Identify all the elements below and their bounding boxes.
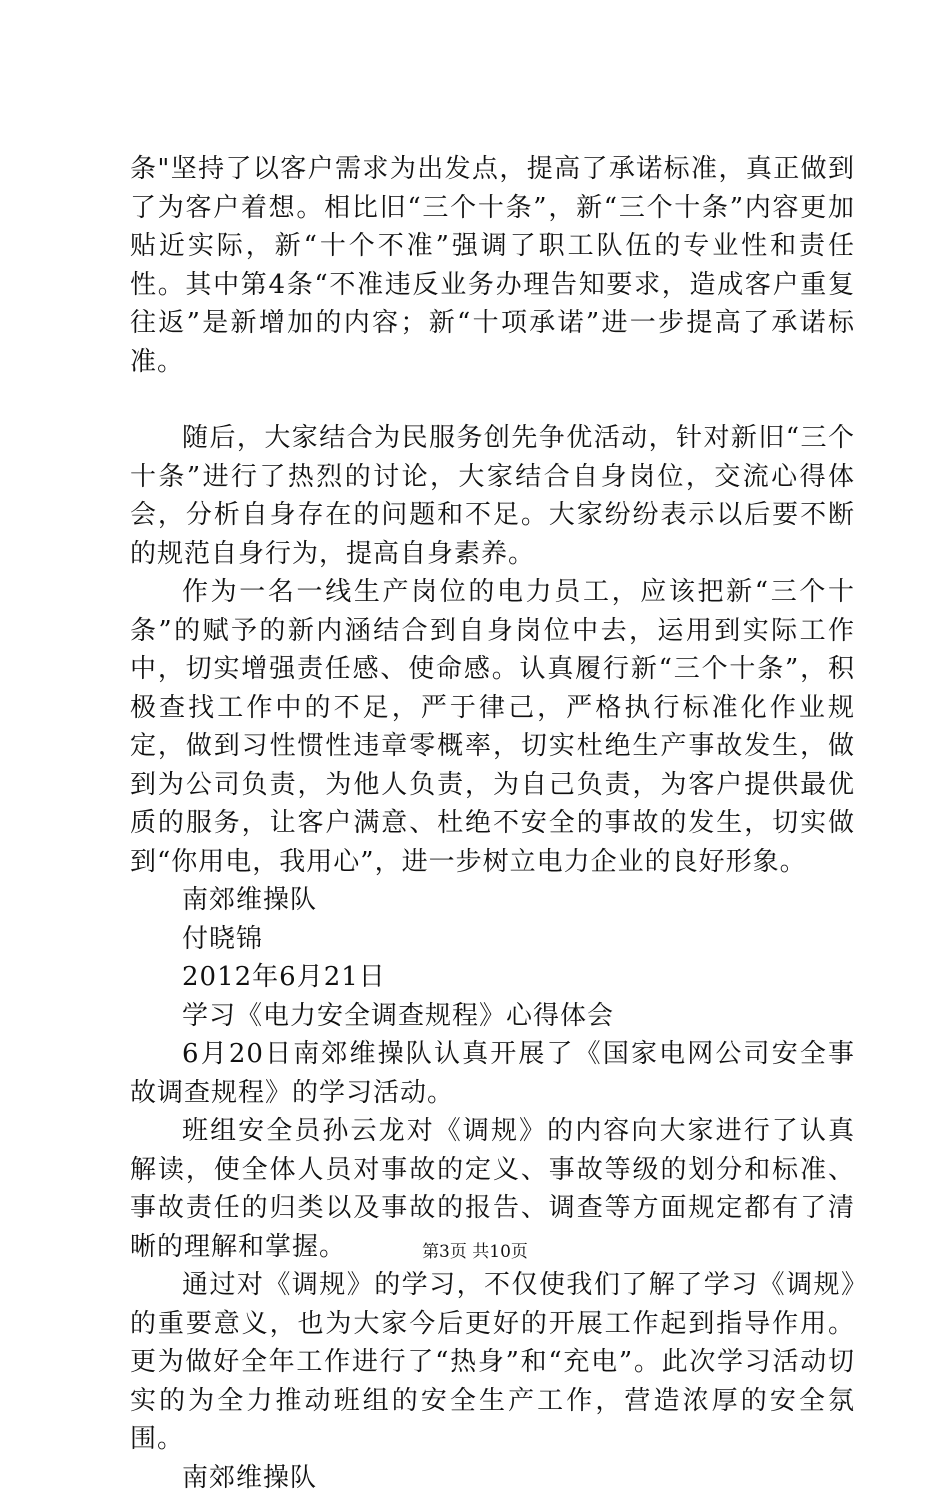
page-footer: 第3页 共10页 <box>0 1240 950 1264</box>
paragraph-2: 随后，大家结合为民服务创先争优活动，针对新旧“三个十条”进行了热烈的讨论，大家结合自身岗位，交流心得体会，分析自身存在的问题和不足。大家纷纷表示以后要不断的规范自身行为，提高自身素养。 <box>130 419 855 573</box>
paragraph-5: 班组安全员孙云龙对《调规》的内容向大家进行了认真解读，使全体人员对事故的定义、事故等级的划分和标准、事故责任的归类以及事故的报告、调查等方面规定都有了清晰的理解和掌握。 <box>130 1112 855 1266</box>
paragraph-1: 条"坚持了以客户需求为出发点，提高了承诺标准，真正做到了为客户着想。相比旧“三个十条”，新“三个十条”内容更加贴近实际，新“十个不准”强调了职工队伍的专业性和责任性。其中第4条“不准违反业务办理告知要求，造成客户重复往返”是新增加的内容；新“十项承诺”进一步提高了承诺标准。 <box>130 150 855 381</box>
section-title: 学习《电力安全调查规程》心得体会 <box>130 997 855 1036</box>
paragraph-6: 通过对《调规》的学习，不仅使我们了解了学习《调规》的重要意义，也为大家今后更好的开展工作起到指导作用。更为做好全年工作进行了“热身”和“充电”。此次学习活动切实的为全力推动班组的安全生产工作，营造浓厚的安全氛围。 <box>130 1266 855 1459</box>
signature-author: 付晓锦 <box>130 920 855 959</box>
signature-team: 南郊维操队 <box>130 881 855 920</box>
signature-team-2: 南郊维操队 <box>130 1459 855 1497</box>
signature-date: 2012年6月21日 <box>130 958 855 997</box>
paragraph-4: 6月20日南郊维操队认真开展了《国家电网公司安全事故调查规程》的学习活动。 <box>130 1035 855 1112</box>
document-body <box>130 150 855 1497</box>
paragraph-3: 作为一名一线生产岗位的电力员工，应该把新“三个十条”的赋予的新内涵结合到自身岗位中去，运用到实际工作中，切实增强责任感、使命感。认真履行新“三个十条”，积极查找工作中的不足，严于律己，严格执行标准化作业规定，做到习性惯性违章零概率，切实杜绝生产事故发生，做到为公司负责，为他人负责，为自己负责，为客户提供最优质的服务，让客户满意、杜绝不安全的事故的发生，切实做到“你用电，我用心”，进一步树立电力企业的良好形象。 <box>130 573 855 881</box>
